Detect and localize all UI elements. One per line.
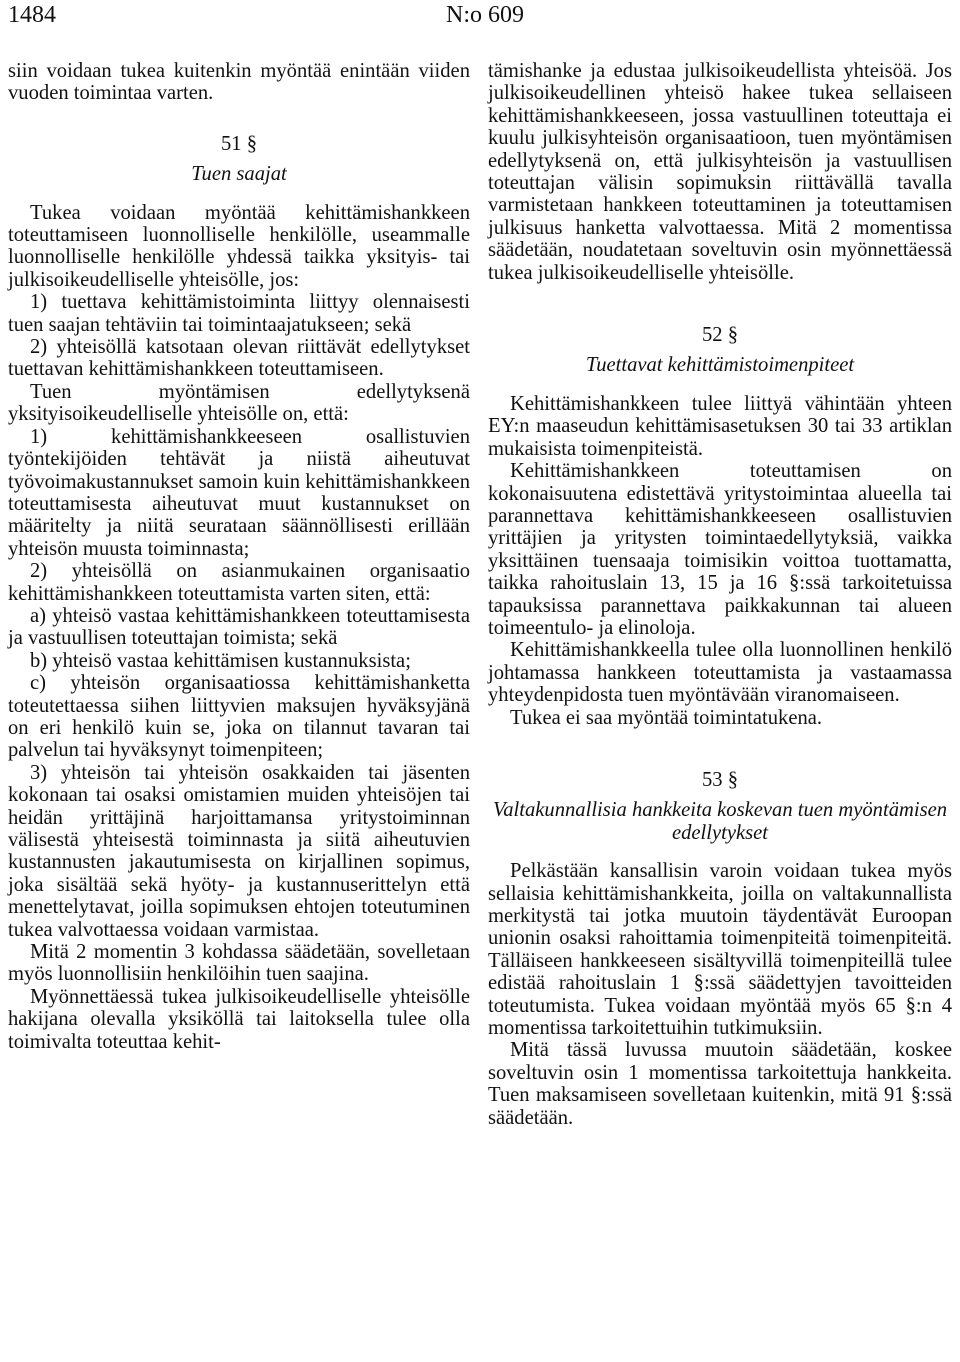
list-item: 1) tuettava kehittämistoiminta liittyy olennaisesti tuen saajan tehtäviin tai toimintaajatukseen; sekä bbox=[8, 291, 470, 336]
paragraph: Myönnettäessä tukea julkisoikeudelliselle yhteisölle hakijana olevalla yksiköllä tai laitoksella tulee olla toimivalta toteuttaa kehit- bbox=[8, 985, 470, 1053]
list-item: 2) yhteisöllä katsotaan olevan riittävät edellytykset tuettavan kehittämishankkeen toteuttamiseen. bbox=[8, 336, 470, 381]
section-51-number: 51 § bbox=[220, 132, 258, 155]
paragraph: Mitä tässä luvussa muutoin säädetään, koskee soveltuvin osin 1 momentissa tarkoitettuja hankkeita. Tuen maksamiseen sovelletaan kuitenkin, mitä 91 §:ssä säädetään. bbox=[488, 1039, 952, 1129]
paragraph: Kehittämishankkeella tulee olla luonnollinen henkilö johtamassa hankkeen toteuttamista ja vastaamassa yhteydenpidosta tuen myöntävään viranomaiseen. bbox=[488, 639, 952, 707]
list-item: c) yhteisön organisaatiossa kehittämishanketta toteutettaessa siihen liittyvien maksujen hyväksyjänä on eri henkilö kuin se, joka on tilannut tavaran tai palvelun tai hyväksynyt toimenpiteen; bbox=[8, 672, 470, 762]
paragraph: Pelkästään kansallisin varoin voidaan tukea myös sellaisia kehittämishankkeita, joilla on valtakunnallista merkitystä tai jotka muutoin täydentävät Euroopan unionin osaksi rahoittamia toimenpiteitä toimenpiteitä. Tälläiseen hankkeeseen sisältyvillä toimenpiteillä tulee edistää rahoituslain 1 §:ssä säädettyjen tavoitteiden toteutumista. Tukea voidaan myöntää myös 65 §:n 4 momentissa tarkoitettuihin tutkimuksiin. bbox=[488, 860, 952, 1040]
paragraph: Mitä 2 momentin 3 kohdassa säädetään, sovelletaan myös luonnollisiin henkilöihin tuen saajina. bbox=[8, 941, 470, 986]
page-number: 1484 bbox=[8, 2, 56, 28]
paragraph: Kehittämishankkeen tulee liittyä vähintään yhteen EY:n maaseudun kehittämisasetuksen 30 tai 33 artiklan mukaisista toimenpiteistä. bbox=[488, 392, 952, 460]
paragraph: Tukea ei saa myöntää toimintatukena. bbox=[510, 706, 823, 729]
left-column bbox=[8, 60, 470, 1053]
paragraph: Tuen myöntämisen edellytyksenä yksityisoikeudelliselle yhteisölle on, että: bbox=[8, 380, 470, 426]
list-item: b) yhteisö vastaa kehittämisen kustannuksista; bbox=[30, 649, 411, 672]
paragraph: Kehittämishankkeen toteuttamisen on kokonaisuutena edistettävä yritystoimintaa alueella tai parannettava kehittämishankkeeseen osallistuvien yrittäjien ja yritysten toimintaedellytyksiä, vaikka yksittäinen tuensaaja toimisikin voittoa tuottamatta, taikka rahoituslain 13, 15 ja 16 §:ssä tarkoitetuissa tapauksissa parannettava paikkakunnan tai alueen toimeentulo- ja elinoloja. bbox=[488, 460, 952, 639]
paragraph: Tukea voidaan myöntää kehittämishankkeen toteuttamiseen luonnolliselle henkilölle, useammalle luonnolliselle henkilölle yhdessä taikka yksityis- tai julkisoikeudelliselle yhteisölle, jos: bbox=[8, 201, 470, 291]
section-53-title: Valtakunnallisia hankkeita koskevan tuen myöntämisen edellytykset bbox=[492, 799, 948, 844]
continued-paragraph: siin voidaan tukea kuitenkin myöntää enintään viiden vuoden toimintaa varten. bbox=[8, 60, 470, 105]
section-53-number: 53 § bbox=[701, 768, 739, 791]
section-52-title: Tuettavat kehittämistoimenpiteet bbox=[585, 354, 855, 377]
list-item: 2) yhteisöllä on asianmukainen organisaatio kehittämishankkeen toteuttamista varten siten, että: bbox=[8, 560, 470, 605]
section-52-number: 52 § bbox=[701, 324, 739, 347]
section-51-title: Tuen saajat bbox=[191, 163, 287, 186]
continued-paragraph: tämishanke ja edustaa julkisoikeudellista yhteisöä. Jos julkisoikeudellinen yhteisö hakee tukea sellaiseen kehittämishankkeeseen, jossa vastuullinen toteuttaja ei kuulu julkisyhteisön organisaatioon, tuen myöntämisen edellytyksenä on, että julkisyhteisön ja vastuullisen toteuttajan välisin sopimuksin riittävällä tavalla varmistetaan hankkeen toteuttaminen ja toteuttamisen julkisuus hanketta valvottaessa. Mitä 2 momentissa säädetään, noudatetaan soveltuvin osin myönnettäessä tukea julkisoikeudelliselle yhteisölle. bbox=[488, 60, 952, 284]
issue-number: N:o 609 bbox=[446, 2, 524, 28]
right-column bbox=[488, 60, 952, 1129]
list-item: 1) kehittämishankkeeseen osallistuvien työntekijöiden tehtävät ja niistä aiheutuvat työvoimakustannukset samoin kuin kehittämishankkeen toteuttamisesta aiheutuvat muut kustannukset on määritelty ja niitä seurataan säännöllisesti erillään yhteisön muusta toiminnasta; bbox=[8, 425, 470, 560]
list-item: 3) yhteisön tai yhteisön osakkaiden tai jäsenten kokonaan tai osaksi omistamien muiden yhteisöjen tai heidän yrittäjinä harjoittamansa yritystoiminnan välisestä yhteisestä toiminnasta ja siitä aiheutuvien kustannusten jakautumisesta on kirjallinen sopimus, joka sisältää sekä hyöty- ja kustannuserittelyn että menettelytavat, joilla sopimuksen ehtojen toteutuminen tukea valvottaessa voidaan varmistaa. bbox=[8, 761, 470, 941]
page-header bbox=[8, 0, 952, 30]
list-item: a) yhteisö vastaa kehittämishankkeen toteuttamisesta ja vastuullisen toteuttajan toimista; sekä bbox=[8, 604, 470, 650]
